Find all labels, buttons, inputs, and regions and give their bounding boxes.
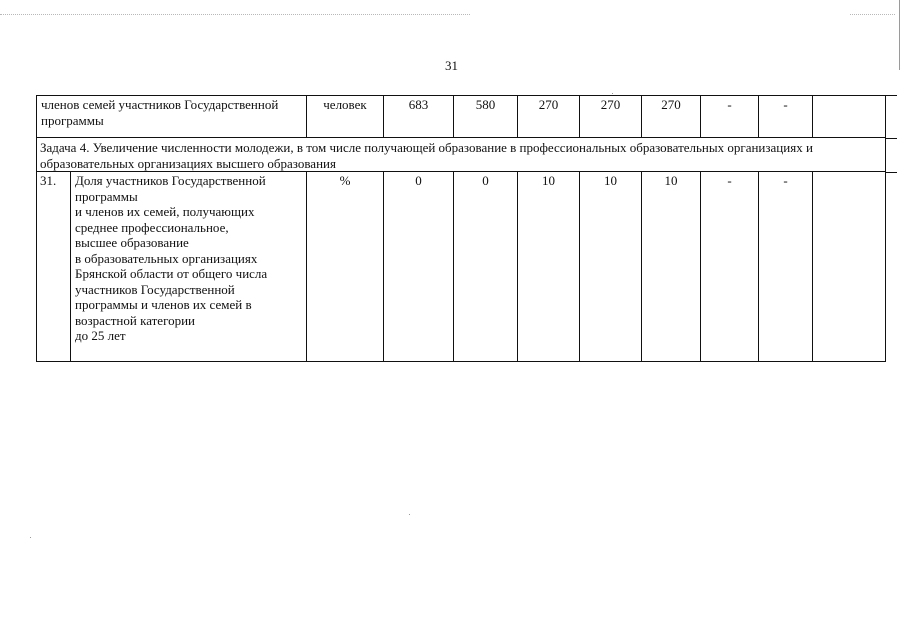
value-cell: 683 (384, 96, 454, 138)
task-heading: Задача 4. Увеличение численности молодежи, в том числе получающей образование в профессиональных образовательных организациях и образовательных организациях высшего образования (37, 138, 886, 172)
table-rule-extension (885, 138, 897, 139)
table-rule-extension (885, 95, 897, 96)
scan-speck (409, 514, 410, 515)
scan-speck (612, 93, 613, 94)
value-cell: 580 (454, 96, 518, 138)
table-rule-extension (885, 172, 897, 173)
scan-artifact-right-edge (899, 0, 900, 70)
indicator-label-line: возрастной категории (75, 312, 195, 328)
value-cell: - (701, 96, 759, 138)
scan-artifact-top-line (0, 14, 470, 15)
scan-artifact-top-right-line (850, 14, 895, 15)
table-row-task (37, 138, 886, 172)
indicator-label-line: Доля участников Государственной (75, 173, 266, 188)
value-cell: 10 (518, 172, 580, 362)
unit-cell: человек (307, 96, 384, 138)
value-cell: - (701, 172, 759, 362)
value-cell: 0 (454, 172, 518, 362)
row-label: членов семей участников Государственной программы (37, 96, 307, 138)
indicator-label-line: и членов их семей, получающих (75, 204, 255, 219)
scan-speck (30, 537, 31, 538)
row-number: 31. (37, 172, 71, 362)
table-row-continuation (37, 96, 886, 138)
indicator-label-line: участников Государственной (75, 281, 235, 297)
indicator-table (36, 95, 886, 362)
value-cell: 270 (642, 96, 701, 138)
indicator-label-line: в образовательных организациях (75, 250, 258, 266)
value-cell: 270 (518, 96, 580, 138)
value-cell: 0 (384, 172, 454, 362)
value-cell (813, 96, 886, 138)
indicator-label-line: до 25 лет (75, 328, 126, 343)
indicator-label-line: среднее профессиональное, (75, 219, 229, 235)
value-cell: 270 (580, 96, 642, 138)
unit-cell: % (307, 172, 384, 362)
indicator-label (71, 172, 307, 362)
indicator-label-line: Брянской области от общего числа (75, 266, 268, 281)
table-row-indicator (37, 172, 886, 362)
indicator-label-line: программы и членов их семей в (75, 297, 252, 312)
value-cell: 10 (642, 172, 701, 362)
value-cell: - (759, 172, 813, 362)
value-cell: - (759, 96, 813, 138)
value-cell (813, 172, 886, 362)
value-cell: 10 (580, 172, 642, 362)
indicator-label-line: высшее образование (75, 235, 189, 250)
page-number: 31 (445, 58, 458, 73)
indicator-label-line: программы (75, 188, 138, 204)
